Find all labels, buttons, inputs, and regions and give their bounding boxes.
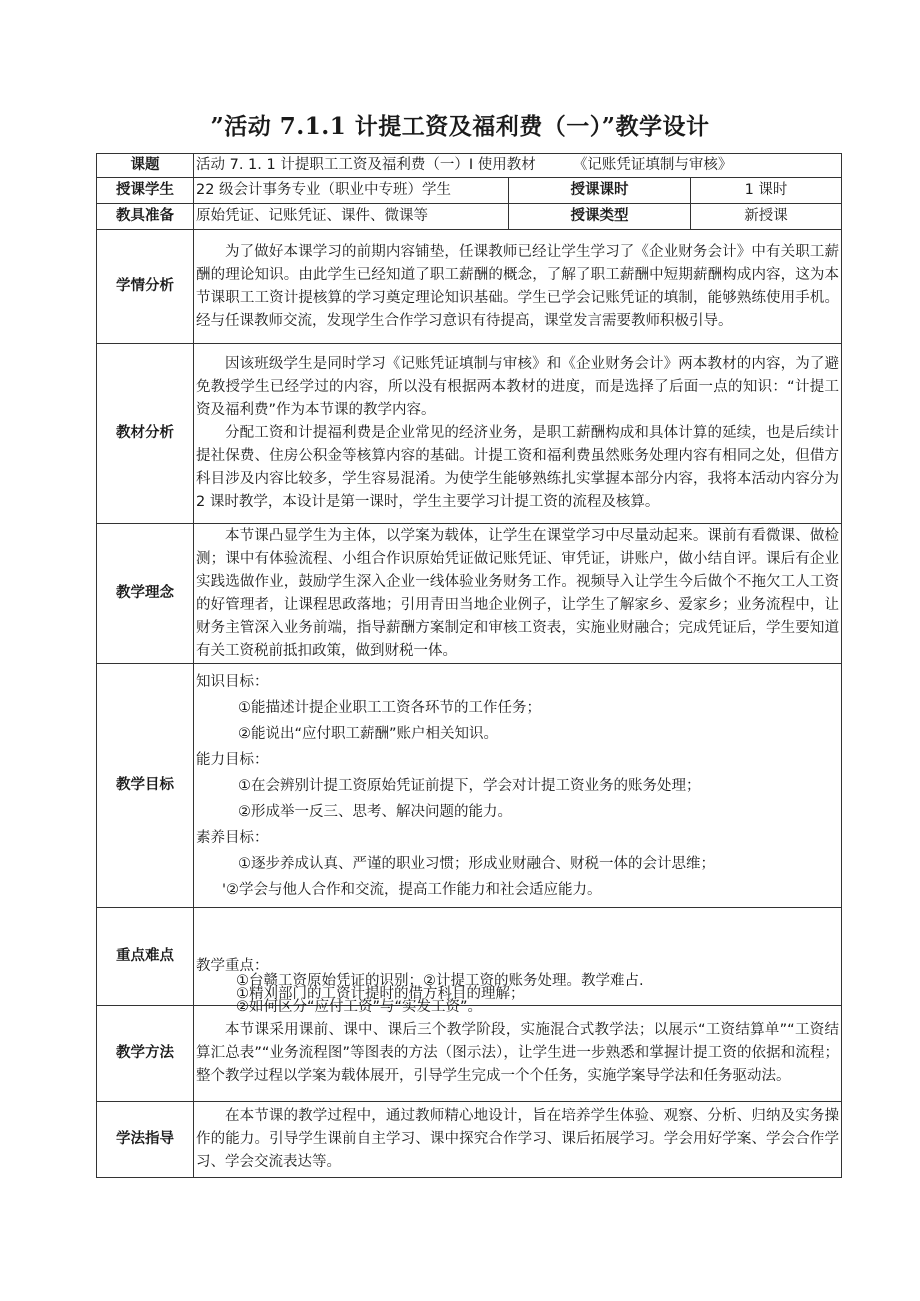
row-learning-analysis: [97, 230, 842, 344]
teaching-goals-label: 教学目标: [97, 664, 194, 908]
study-guidance-cell: [194, 1102, 842, 1178]
lesson-plan-table: [96, 153, 842, 1178]
literacy-goal-item: '②学会与他人合作和交流，提高工作能力和社会适应能力。: [222, 881, 602, 898]
students-label: 授课学生: [97, 178, 194, 204]
topic-value: [194, 154, 842, 178]
literacy-goal-item: ①逐步养成认真、严谨的职业习惯；形成业财融合、财税一体的会计思维；: [238, 855, 715, 872]
key-points-line: ①精刈部门的工资计提时的借方科目的理解；: [236, 985, 525, 1002]
ability-goal-item: ①在会辨别计提工资原始凭证前提下，学会对计提工资业务的账务处理；: [238, 777, 701, 794]
textbook-analysis-p1: 因该班级学生是同时学习《记账凭证填制与审核》和《企业财务会计》两本教材的内容，为了避免教授学生已经学过的内容，所以没有根据两本教材的进度，而是选择了后面一点的知识：“计提工资及福利费”作为本节课的教学内容。: [196, 356, 840, 418]
teaching-philosophy-text: 本节课凸显学生为主体，以学案为载体，让学生在课堂学习中尽量动起来。课前有看微课、做检测；课中有体验流程、小组合作识原始凭证做记账凭证、审凭证，讲账户，做小结自评。课后有企业实践选做作业，鼓励学生深入企业一线体验业务财务工作。视频导入让学生今后做个不拖欠工人工资的好管理者，让课程思政落地；引用青田当地企业例子，让学生了解家乡、爱家乡；业务流程中，让财务主管深入业务前端，指导薪酬方案制定和审核工资表，实施业财融合；完成凭证后，学生要知道有关工资税前抵扣政策，做到财税一体。: [196, 527, 840, 659]
key-points-line: ②如何区分“应付工资”与“实发工资”。: [236, 998, 483, 1015]
knowledge-goal-heading: 知识目标：: [196, 673, 269, 690]
learning-analysis-text: 为了做好本课学习的前期内容铺垫，任课教师已经让学生学习了《企业财务会计》中有关职工薪酬的理论知识。由此学生已经知道了职工薪酬的概念，了解了职工薪酬中短期薪酬构成内容，这为本节课职工工资计提核算的学习奠定理论知识基础。学生已学会记账凭证的填制，能够熟练使用手机。经与任课教师交流，发现学生合作学习意识有待提高，课堂发言需要教师积极引导。: [196, 243, 840, 329]
students-value: 22 级会计事务专业（职业中专班）学生: [194, 178, 509, 204]
row-study-guidance: [97, 1102, 842, 1178]
hours-value: 1 课时: [691, 178, 842, 204]
teaching-philosophy-cell: [194, 524, 842, 664]
lesson-type-value: 新授课: [691, 204, 842, 230]
teaching-methods-text: 本节课采用课前、课中、课后三个教学阶段，实施混合式教学法；以展示“工资结算单”“工资结算汇总表”“业务流程图”等图表的方法（图示法），让学生进一步熟悉和掌握计提工资的依据和流程；整个教学过程以学案为载体展开，引导学生完成一个个任务，实施学案导学法和任务驱动法。: [196, 1022, 840, 1084]
hours-label: 授课课时: [509, 178, 691, 204]
topic-label: 课题: [97, 154, 194, 178]
textbook-analysis-p2: 分配工资和计提福利费是企业常见的经济业务，是职工薪酬构成和具体计算的延续，也是后续计提社保费、住房公积金等核算内容的基础。计提工资和福利费虽然账务处理内容有相同之处，但借方科目涉及内容比较多，学生容易混淆。为使学生能够熟练扎实掌握本部分内容，我将本活动内容分为 2 课时教学，本设计是第一课时，学生主要学习计提工资的流程及核算。: [196, 425, 840, 510]
literacy-goal-heading: 素养目标：: [196, 829, 269, 846]
materials-label: 教具准备: [97, 204, 194, 230]
key-points-label: 重点难点: [97, 908, 194, 1006]
teaching-methods-cell: [194, 1006, 842, 1102]
knowledge-goal-item: ②能说出“应付职工薪酬”账户相关知识。: [238, 725, 499, 742]
lesson-type-label: 授课类型: [509, 204, 691, 230]
document-title: ”活动 7.1.1 计提工资及福利费（一）”教学设计: [210, 113, 710, 140]
textbook-analysis-cell: [194, 344, 842, 524]
study-guidance-label: 学法指导: [97, 1102, 194, 1178]
row-teaching-philosophy: [97, 524, 842, 664]
learning-analysis-label: 学情分析: [97, 230, 194, 344]
materials-value: 原始凭证、记账凭证、课件、微课等: [194, 204, 509, 230]
teaching-philosophy-label: 教学理念: [97, 524, 194, 664]
row-teaching-goals: [97, 664, 842, 908]
row-topic: [97, 154, 842, 178]
knowledge-goal-item: ①能描述计提企业职工工资各环节的工作任务；: [238, 699, 541, 716]
row-teaching-methods: [97, 1006, 842, 1102]
textbook-name: 《记账凭证填制与审核》: [572, 157, 733, 173]
row-materials: [97, 204, 842, 230]
row-textbook-analysis: [97, 344, 842, 524]
key-points-line: ①台赣工资原始凭证的识别；②计提工资的账务处理。教学难占.: [236, 972, 644, 989]
ability-goal-heading: 能力目标：: [196, 751, 269, 768]
textbook-analysis-label: 教材分析: [97, 344, 194, 524]
row-key-points: [97, 908, 842, 1006]
learning-analysis-cell: [194, 230, 842, 344]
teaching-goals-cell: [194, 664, 842, 908]
ability-goal-item: ②形成举一反三、思考、解决问题的能力。: [238, 803, 512, 820]
key-points-cell: [194, 908, 842, 1015]
row-students: [97, 178, 842, 204]
key-points-heading: 教学重点：: [196, 957, 269, 974]
teaching-methods-label: 教学方法: [97, 1006, 194, 1102]
study-guidance-text: 在本节课的教学过程中，通过教师精心地设计，旨在培养学生体验、观察、分析、归纳及实务操作的能力。引导学生课前自主学习、课中探究合作学习、课后拓展学习。学会用好学案、学会合作学习、学会交流表达等。: [196, 1108, 840, 1170]
topic-text: 活动 7. 1. 1 计提职工工资及福利费（一）I 使用教材: [196, 157, 536, 173]
